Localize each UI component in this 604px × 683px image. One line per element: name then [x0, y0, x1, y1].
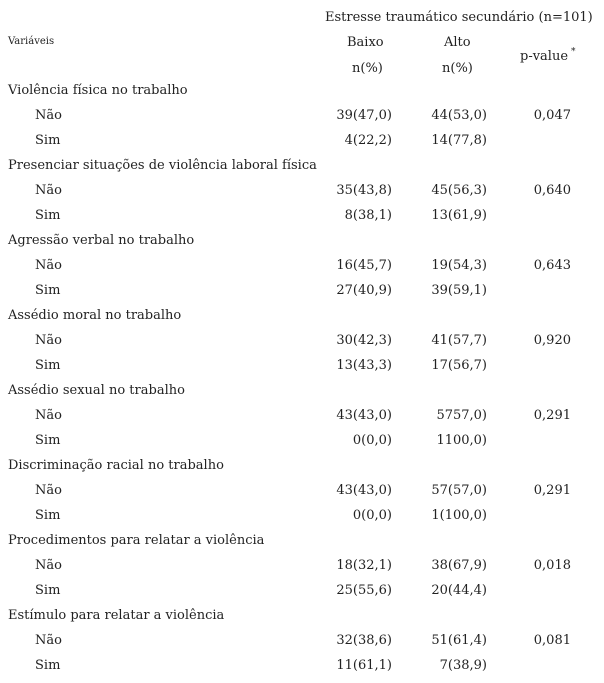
- cell-high: 41(57,7): [431, 333, 487, 348]
- row-label: Não: [35, 333, 62, 348]
- category-title: Discriminação racial no trabalho: [8, 458, 224, 473]
- row-label: Não: [35, 258, 62, 273]
- cell-low: 13(43,3): [336, 358, 392, 373]
- cell-high: 5757,0): [436, 408, 487, 423]
- cell-low: 8(38,1): [344, 208, 392, 223]
- cell-high: 57(57,0): [431, 483, 487, 498]
- category-title: Presenciar situações de violência laboral física: [8, 158, 317, 173]
- cell-low: 43(43,0): [336, 483, 392, 498]
- cell-low: 27(40,9): [336, 283, 392, 298]
- row-label: Sim: [35, 283, 61, 298]
- cell-p-value: 0,920: [533, 333, 571, 348]
- cell-high: 17(56,7): [431, 358, 487, 373]
- cell-low: 43(43,0): [336, 408, 392, 423]
- cell-high: 45(56,3): [431, 183, 487, 198]
- cell-high: 39(59,1): [431, 283, 487, 298]
- cell-low: 11(61,1): [336, 658, 392, 673]
- cell-high: 13(61,9): [431, 208, 487, 223]
- row-label: Não: [35, 483, 62, 498]
- cell-p-value: 0,081: [533, 633, 571, 648]
- cell-high: 14(77,8): [431, 133, 487, 148]
- col-p-footnote-mark: *: [571, 47, 576, 57]
- cell-low: 25(55,6): [336, 583, 392, 598]
- variables-header: Variáveis: [8, 36, 55, 47]
- row-label: Sim: [35, 433, 61, 448]
- col-low-header: Baixo: [347, 35, 384, 50]
- row-label: Sim: [35, 583, 61, 598]
- col-high-header: Alto: [444, 35, 471, 50]
- cell-low: 35(43,8): [336, 183, 392, 198]
- row-label: Não: [35, 183, 62, 198]
- cell-high: 20(44,4): [431, 583, 487, 598]
- row-label: Sim: [35, 658, 61, 673]
- cell-high: 1100,0): [436, 433, 487, 448]
- row-label: Sim: [35, 508, 61, 523]
- col-low-unit: n(%): [352, 61, 383, 76]
- cell-p-value: 0,291: [533, 483, 571, 498]
- category-title: Assédio moral no trabalho: [8, 308, 182, 323]
- cell-low: 32(38,6): [336, 633, 392, 648]
- category-title: Violência física no trabalho: [8, 83, 188, 98]
- category-title: Agressão verbal no trabalho: [8, 233, 195, 248]
- category-title: Estímulo para relatar a violência: [8, 608, 225, 623]
- cell-high: 44(53,0): [431, 108, 487, 123]
- col-high-unit: n(%): [442, 61, 473, 76]
- cell-low: 18(32,1): [336, 558, 392, 573]
- category-title: Procedimentos para relatar a violência: [8, 533, 265, 548]
- cell-p-value: 0,643: [533, 258, 571, 273]
- cell-high: 51(61,4): [431, 633, 487, 648]
- row-label: Não: [35, 633, 62, 648]
- cell-low: 30(42,3): [336, 333, 392, 348]
- cell-high: 1(100,0): [431, 508, 487, 523]
- row-label: Sim: [35, 358, 61, 373]
- category-title: Assédio sexual no trabalho: [8, 383, 185, 398]
- cell-low: 39(47,0): [336, 108, 392, 123]
- cell-high: 38(67,9): [431, 558, 487, 573]
- row-label: Sim: [35, 133, 61, 148]
- col-p-header: [520, 49, 576, 64]
- cell-low: 16(45,7): [336, 258, 392, 273]
- cell-high: 7(38,9): [439, 658, 487, 673]
- row-label: Não: [35, 408, 62, 423]
- group-header: Estresse traumático secundário (n=101): [325, 10, 593, 25]
- cell-low: 4(22,2): [344, 133, 392, 148]
- cell-p-value: 0,291: [533, 408, 571, 423]
- cell-low: 0(0,0): [352, 508, 392, 523]
- row-label: Sim: [35, 208, 61, 223]
- cell-p-value: 0,640: [533, 183, 571, 198]
- row-label: Não: [35, 108, 62, 123]
- cell-p-value: 0,047: [533, 108, 571, 123]
- cell-p-value: 0,018: [533, 558, 571, 573]
- row-label: Não: [35, 558, 62, 573]
- cell-low: 0(0,0): [352, 433, 392, 448]
- cell-high: 19(54,3): [431, 258, 487, 273]
- col-p-label: p-value: [520, 49, 569, 64]
